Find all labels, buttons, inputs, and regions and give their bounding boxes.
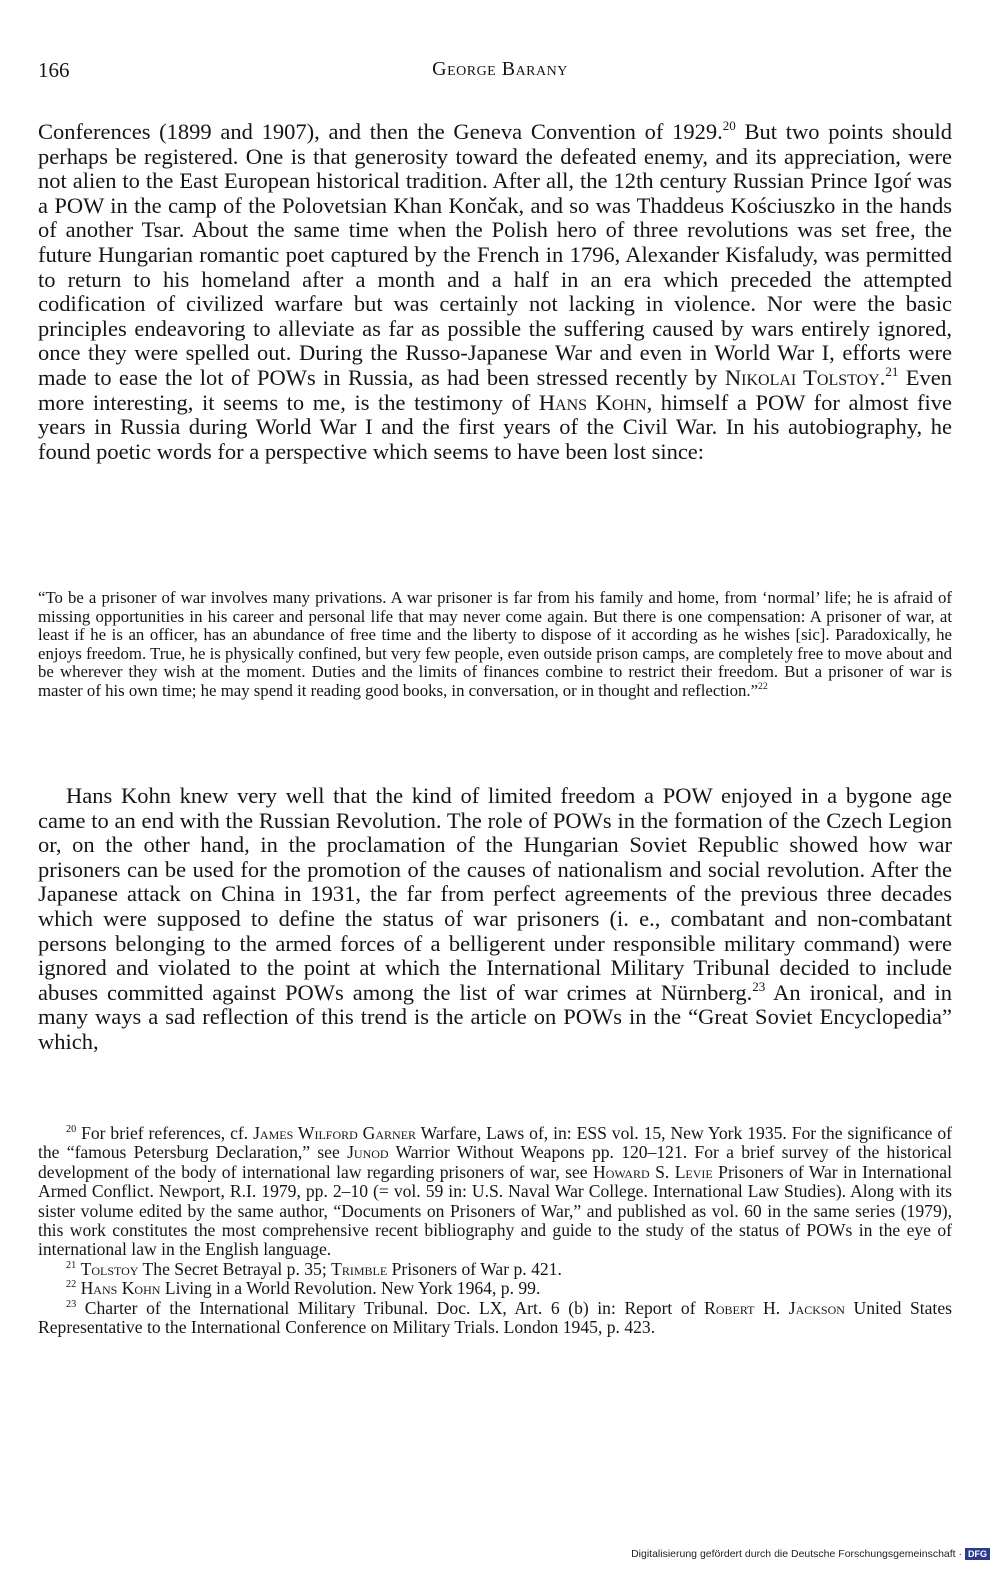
text-run: An ironical, and in many ways a sad reflection of this trend is the article on POWs in the “Great Soviet Encyclopedia” which, [38, 979, 952, 1054]
footnote-number: 20 [66, 1123, 77, 1135]
text-run: Hans Kohn knew very well that the kind of limited freedom a POW enjoyed in a bygone age came to an end with the Russian Revolution. The role of POWs in the formation of the Czech Legion or, on the other hand, in the proclamation of the Hungarian Soviet Republic showed how war prisoners can be used for the promotion of the causes of nationalism and social revolution. After the Japanese attack on China in 1931, the far from perfect agreements of the previous three decades which were supposed to define the status of war prisoners (i. e., combatant and non-combatant persons belonging to the armed forces of a belligerent under responsible military command) were ignored and violated to the point at which the International Military Tribunal decided to include abuses committed against POWs among the list of war crimes at Nürnberg. [38, 783, 952, 1005]
text-run: United States Representative to the International Conference on Military Trials. London 1945, p. 423. [38, 1297, 952, 1338]
author-name: Tolstoy [80, 1258, 139, 1279]
author-name: Nikolai Tolstoy [724, 364, 880, 390]
footnote-number: 21 [66, 1259, 77, 1271]
author-name: Robert H. Jackson [704, 1297, 845, 1318]
footnote-21 [38, 1260, 952, 1279]
footnote-ref-22: 22 [758, 680, 768, 692]
footnotes [38, 1124, 952, 1337]
text-run: Warfare, Laws of, in: ESS vol. 15, New York 1935. For the significance of the “famous Petersburg Declaration,” see [38, 1123, 952, 1163]
footnote-ref-20: 20 [722, 117, 736, 133]
text-run: Even more interesting, it seems to me, is the testimony of [38, 364, 952, 415]
page-number: 166 [38, 58, 70, 82]
body-paragraph-2 [38, 784, 952, 1055]
footnote-23 [38, 1299, 952, 1338]
footnote-number: 23 [66, 1298, 77, 1310]
text-run: . [879, 364, 886, 390]
author-name: Hans Kohn [80, 1278, 161, 1299]
text-run: The Secret Betrayal p. 35; [138, 1258, 332, 1279]
text-run: Prisoners of War in International Armed Conflict. Newport, R.I. 1979, pp. 2–10 (= vol. 59 in: U.S. Naval War College. International Law Studies). Along with its sister volume edited by the same author, “Documents on Prisoners of War,” and published as vol. 60 in the same series (1979), this work constitutes the most comprehensive recent bibliography and guide to the study of the status of POWs in the eye of international law in the English language. [38, 1161, 952, 1260]
body-paragraph-1 [38, 117, 953, 464]
author-name: James Wilford Garner [253, 1123, 417, 1143]
quote-text: “To be a prisoner of war involves many privations. A war prisoner is far from his family and home, from ‘normal’ life; he is afraid of missing opportunities in his career and personal life that may never come again. But there is one compensation: A prisoner of war, at least if he is an officer, has an abundance of free time and the liberty to dispose of it according as he wishes [sic]. Paradoxically, he enjoys freedom. True, he is physically confined, but very few people, even outside prison camps, are completely free to move about and be wherever they wish at the moment. Duties and the limits of finances combine to restrict their freedom. But a prisoner of war is master of his own time; he may spend it reading good books, in conversation, or in thought and reflection.” [38, 588, 952, 700]
text-run: Charter of the International Military Tribunal. Doc. LX, Art. 6 (b) in: Report of [84, 1297, 705, 1318]
dfg-logo: DFG [965, 1548, 990, 1560]
text-run: But two points should perhaps be registered. One is that generosity toward the defeated enemy, and its appreciation, were not alien to the East European historical tradition. After all, the 12th century Russian Prince Igoŕ was a POW in the camp of the Polovetsian Khan Končak, and so was Thaddeus Kościuszko in the hands of another Tsar. About the same time when the Polish hero of three revolutions was set free, the future Hungarian romantic poet captured by the French in 1796, Alexander Kisfaludy, was permitted to return to his homeland after a month and a half in an era which preceded the attempted codification of civilized warfare but was certainly not lacking in violence. Nor were the basic principles endeavoring to alleviate as far as possible the suffering caused by wars entirely ignored, once they were spelled out. During the Russo-Japanese War and even in World War I, efforts were made to ease the lot of POWs in Russia, as had been stressed recently by [38, 119, 952, 390]
text-run: Living in a World Revolution. New York 1964, p. 99. [160, 1278, 541, 1299]
footnote-20 [38, 1124, 952, 1260]
author-name: Hans Kohn [538, 389, 647, 415]
running-head: George Barany [432, 58, 568, 80]
text-run: , himself a POW for almost five years in Russia during World War I and the first years of the Civil War. In his autobiography, he found poetic words for a perspective which seems to have been lost since: [38, 389, 953, 464]
footnote-ref-23: 23 [752, 978, 766, 994]
footnote-number: 22 [66, 1279, 77, 1291]
footer-text: Digitalisierung gefördert durch die Deutsche Forschungsgemeinschaft · [631, 1548, 962, 1560]
author-name: Howard S. Levie [593, 1161, 713, 1182]
text-run: For brief references, cf. [81, 1123, 254, 1143]
text-run: Prisoners of War p. 421. [387, 1258, 562, 1279]
author-name: Junod [347, 1142, 389, 1163]
footnote-22 [38, 1279, 952, 1298]
text-run: Conferences (1899 and 1907), and then the Geneva Convention of 1929. [38, 119, 723, 144]
text-run: Warrior Without Weapons pp. 120–121. For a brief survey of the historical development of the body of international law regarding prisoners of war, see [38, 1142, 952, 1182]
block-quote [38, 589, 952, 700]
author-name: Trimble [331, 1258, 388, 1279]
footnote-ref-21: 21 [885, 363, 899, 379]
digitization-footer [631, 1548, 990, 1560]
